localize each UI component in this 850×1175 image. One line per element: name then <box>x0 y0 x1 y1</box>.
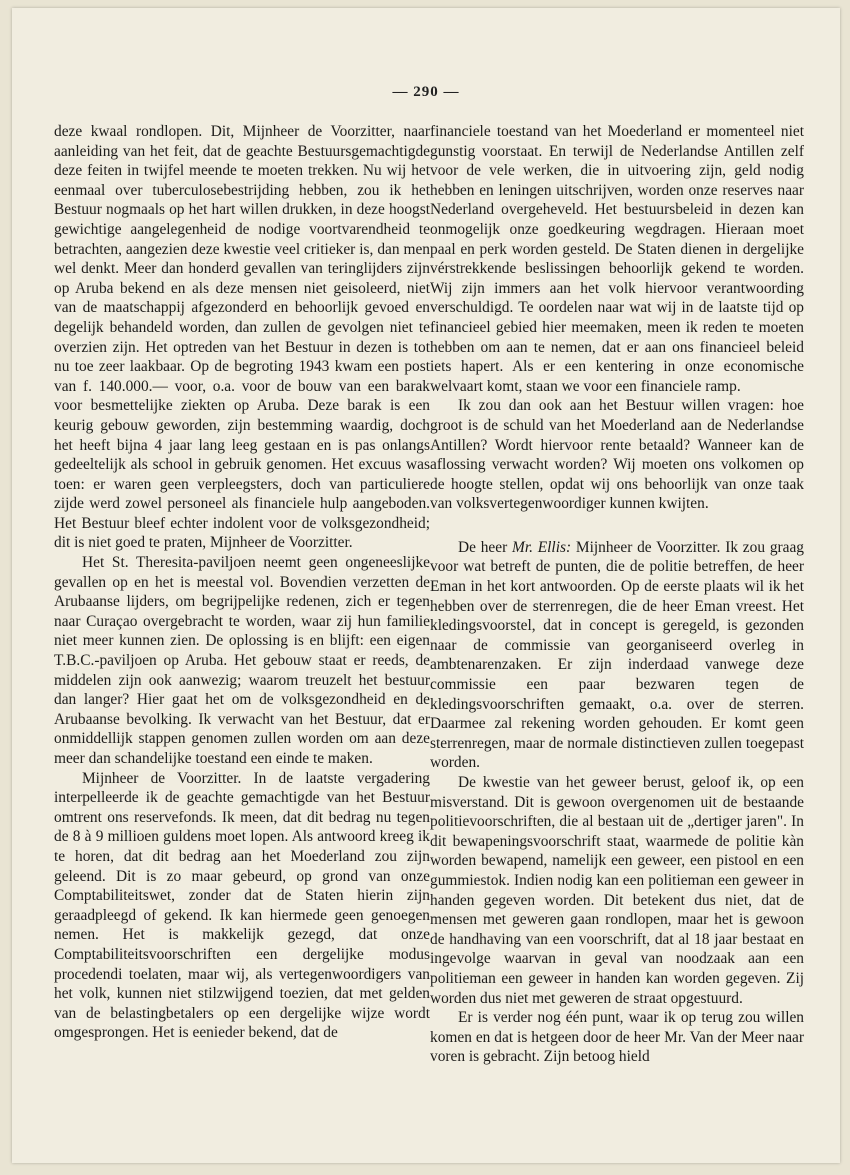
paragraph: Het St. Theresita-paviljoen neemt geen ongeneeslijke gevallen op en het is meestal vol. Bovendien verzetten de Arubaanse lijders, om begrijpelijke redenen, zich er tegen naar Curaçao overgebracht te worden, waar zij hun familie niet meer kunnen zien. De oplossing is en blijft: een eigen T.B.C.-paviljoen op Aruba. Het gebouw staat er reeds, de middelen zijn ook aanwezig; waarom treuzelt het bestuur dan langer? Hier gaat het om de volksgezondheid en de Arubaanse bevolking. Ik verwacht van het Bestuur, dat er onmiddellijk stappen genomen zullen worden om aan deze meer dan schandelijke toestand een einde te maken. <box>54 554 430 767</box>
paragraph: Mijnheer de Voorzitter. In de laatste vergadering interpelleerde ik de geachte gemachtigde van het Bestuur omtrent ons reservefonds. Ik meen, dat dit bedrag nu tegen de 8 à 9 millioen guldens moet lopen. Als antwoord kreeg ik te horen, dat dit bedrag aan het Moederland zou zijn geleend. Dit is zo maar gebeurd, op grond van onze Comptabiliteitswet, zonder dat de Staten hierin zijn geraadpleegd of gekend. Ik kan hiermede geen genoegen nemen. Het is makkelijk gezegd, dat onze Comptabiliteitsvoorschriften een dergelijke modus procedendi toelaten, maar wij, als vertegenwoordigers van het volk, kunnen niet stilzwijgend toezien, dat met gelden van de belastingbetalers op een dergelijke wijze wordt omgesprongen. Het is eenieder bekend, dat de <box>54 769 430 1042</box>
speech-text: Mijnheer de Voorzitter. Ik zou graag voor wat betreft de punten, die de politie betreffen, de heer Eman in het kort antwoorden. Op de eerste plaats wil ik het hebben over de sterrenregen, die de heer Eman vreest. Het kledingsvoorstel, dat in concept is geregeld, is gezonden naar de commissie van georganiseerd overleg in ambtenarenzaken. Er zijn inderdaad vanwege deze commissie een paar bezwaren tegen de kledingsvoorschriften gemaakt, o.a. over de sterren. Daarmee zal rekening worden gehouden. Er komt geen sterrenregen, maar de normale distinctieven zullen toegepast worden. <box>430 538 804 772</box>
paragraph: De kwestie van het geweer berust, geloof ik, op een misverstand. Dit is gewoon overgenomen uit de bestaande politievoorschriften, die al bestaan uit de „dertiger jaren". In dit bewapeningsvoorschrift staat, waarmede de politie kàn worden bewapend, namelijk een geweer, een pistool en een gummiestok. Indien nodig kan een politieman een geweer in handen gegeven worden. Dit betekent dus niet, dat de mensen met geweren gaan rondlopen, maar het is gewoon de handhaving van een voorschrift, dat al 18 jaar bestaat en ingevolge waarvan in geval van noodzaak aan een politieman een geweer in handen kan worden gegeven. Zij worden dus niet met geweren de straat opgestuurd. <box>430 774 804 1007</box>
paragraph: Ik zou dan ook aan het Bestuur willen vragen: hoe groot is de schuld van het Moederland aan de Nederlandse Antillen? Wordt hiervoor rente betaald? Wanneer kan de aflossing verwacht worden? Wij moeten ons volkomen op de hoogte stellen, opdat wij ons behoorlijk van onze taak van volksvertegenwoordiger kunnen kwijten. <box>430 397 804 513</box>
speaker-name: Mr. Ellis: <box>512 538 572 556</box>
speaker-intro: De heer <box>458 538 513 556</box>
left-column <box>54 122 430 1043</box>
document-page <box>12 8 840 1163</box>
paragraph: financiele toestand van het Moederland er momenteel niet gunstig voorstaat. En terwijl de Nederlandse Antillen zelf voor de vele werken, die in uitvoering zijn, geld nodig hebben en leningen uitschrijven, worden onze reserves naar Nederland overgeheveld. Het bestuursbeleid in dezen kan onmogelijk onze goedkeuring wegdragen. Hieraan moet paal en perk worden gesteld. De Staten dienen in dergelijke vérstrekkende beslissingen behoorlijk gekend te worden. Wij zijn immers aan het volk hiervoor verantwoording verschuldigd. Te oordelen naar wat wij in de laatste tijd op financieel gebied hier meemaken, meen ik reden te moeten hebben om aan te nemen, dat er aan ons financieel beleid iets hapert. Als er een kentering in onze economische welvaart komt, staan we voor een financiele ramp. <box>430 123 804 395</box>
right-column <box>430 122 804 1067</box>
page-number: — 290 — <box>392 84 460 100</box>
paragraph: deze kwaal rondlopen. Dit, Mijnheer de Voorzitter, naar aanleiding van het feit, dat de geachte Bestuursgemachtigde deze feiten in twijfel meende te moeten trekken. Nu wij het eenmaal over tuberculosebestrijding hebben, zou ik het Bestuur nogmaals op het hart willen drukken, in deze hoogst gewichtige aangelegenheid de nodige voortvarendheid te betrachten, aangezien deze kwestie veel critieker is, dan men wel denkt. Meer dan honderd gevallen van teringlijders zijn op Aruba bekend en als deze mensen niet geisoleerd, niet van de maatschappij afgezonderd en behoorlijk gevoed en degelijk behandeld worden, dan zullen de gevolgen niet te overzien zijn. Het optreden van het Bestuur in dezen is tot nu toe zeer laakbaar. Op de begroting 1943 kwam een post van f. 140.000.— voor, o.a. voor de bouw van een barak voor besmettelijke ziekten op Aruba. Deze barak is een keurig gebouw geworden, zijn bestemming waardig, doch het heeft bijna 4 jaar lang leeg gestaan en is pas onlangs gedeeltelijk als school in gebruik genomen. Het excuus was toen: er waren geen verpleegsters, doch van particuliere zijde werd zowel personeel als financiele hulp aangeboden. Het Bestuur bleef echter indolent voor de volksgezondheid; dit is niet goed te praten, Mijnheer de Voorzitter. <box>54 123 430 552</box>
paragraph: Er is verder nog één punt, waar ik op terug zou willen komen en dat is hetgeen door de heer Mr. Van der Meer naar voren is gebracht. Zijn betoog hield <box>430 1009 804 1066</box>
speaker-paragraph <box>430 538 804 773</box>
